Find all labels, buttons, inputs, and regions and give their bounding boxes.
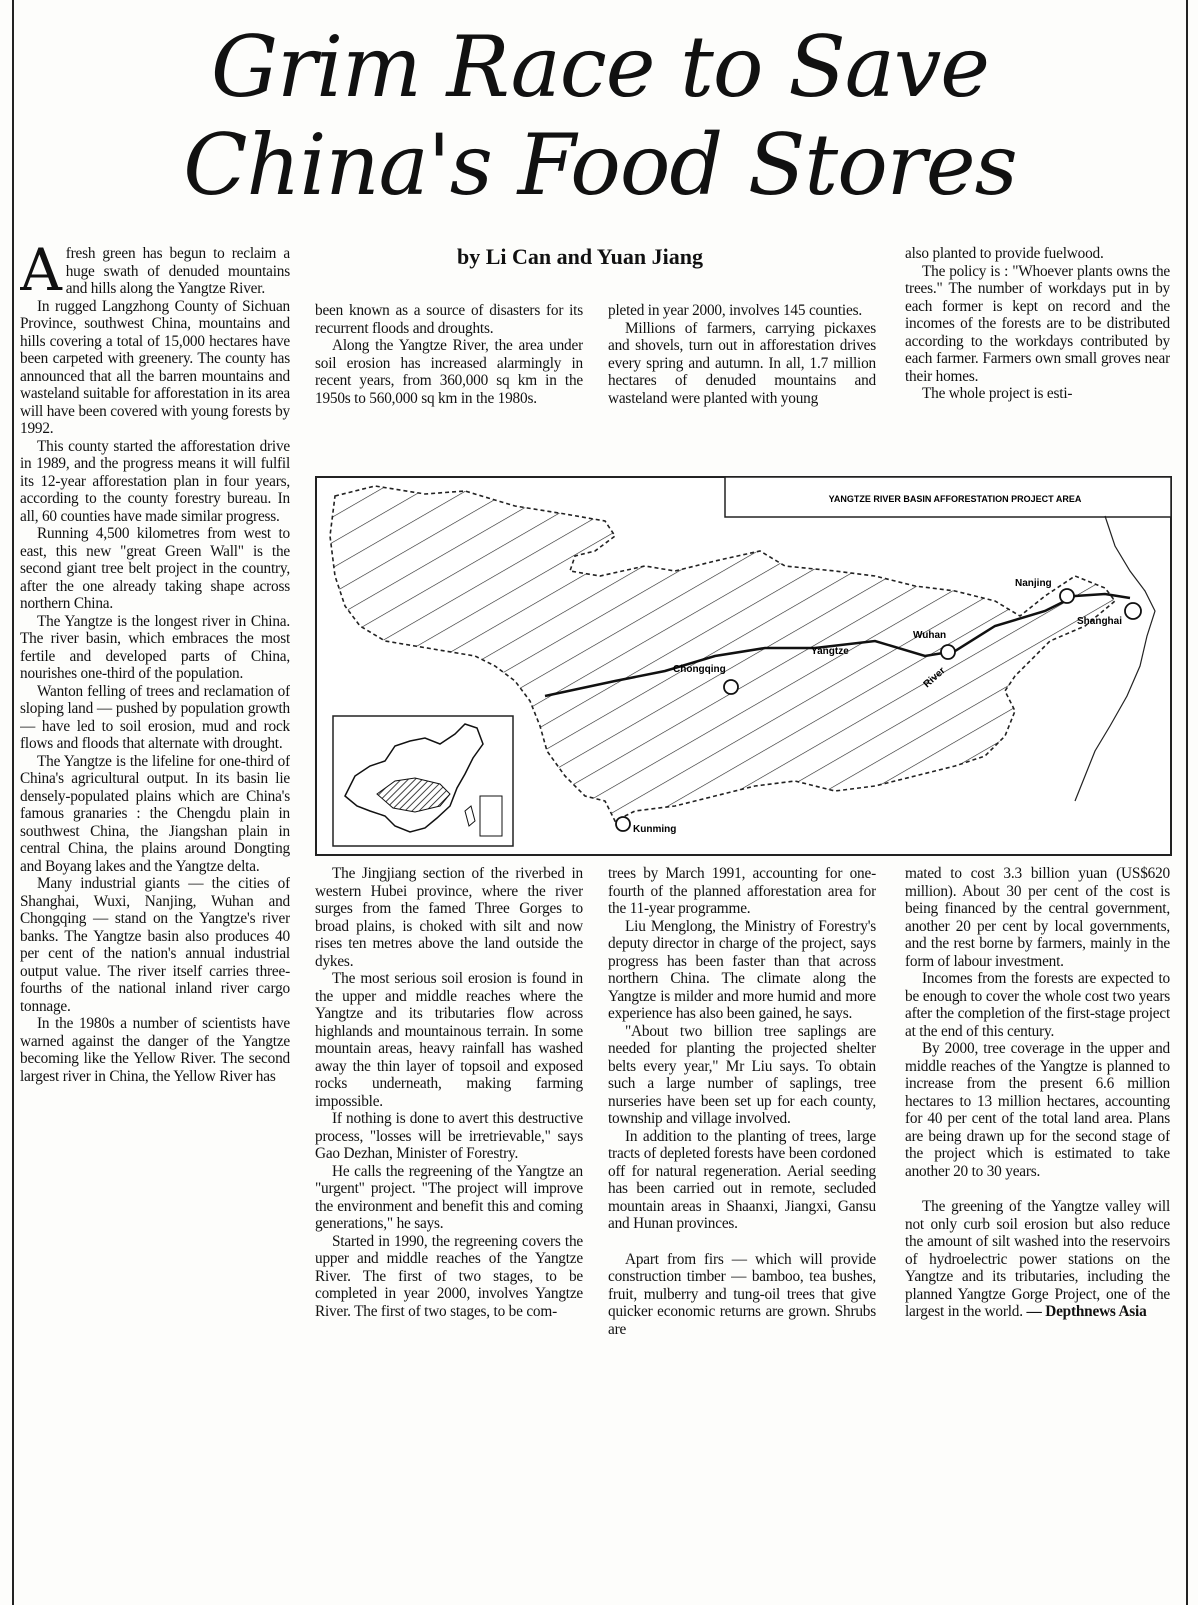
article-credit: — Depthnews Asia [1026,1303,1147,1320]
label-river: River [921,665,948,691]
paragraph: Incomes from the forests are expected to be enough to cover the whole cost two years after the completion of the first-stage project at the end of this century. [905,970,1170,1040]
paragraph: The whole project is esti- [922,385,1073,402]
kunming-marker [616,817,630,831]
paragraph: also planted to provide fuelwood. [905,245,1104,262]
paragraph: Along the Yangtze River, the area under soil erosion has increased alarmingly in recent years, from 360,000 sq km in the 1950s to 560,000 sq km in the 1980s. [315,337,583,407]
label-yangtze: Yangtze [811,646,849,657]
column-1 [20,245,290,1595]
label-nanjing: Nanjing [1015,578,1052,589]
headline-line-2: China's Food Stores [183,116,1017,214]
paragraph: The Yangtze is the longest river in China. The river basin, which embraces the most fertile and developed parts of China, nourishes one-third of the population. [20,612,290,682]
paragraph: Liu Menglong, the Ministry of Forestry's deputy director in charge of the project, says progress has been faster than that across northern China. The climate along the Yangtze is milder and more humid and more experience has also been gained, he says. [608,917,876,1022]
label-shanghai: Shanghai [1077,616,1123,627]
paragraph: The most serious soil erosion is found in the upper and middle reaches where the Yangtze and its tributaries flow across highlands and mountainous terrain. In some mountain areas, heavy rainfall has washed away the thin layer of topsoil and exposed rocks underneath, making farming impossible. [315,970,583,1110]
paragraph: Running 4,500 kilometres from west to east, this new "great Green Wall" is the second giant tree belt project in the country, after the one already taking shape across northern China. [20,525,290,612]
paragraph: Many industrial giants — the cities of Shanghai, Wuxi, Nanjing, Wuhan and Chongqing — stand on the Yangtze's river banks. The Yangtze basin also produces 40 per cent of the nation's annual industrial output value. The river itself carries three-fourths of the national inland river cargo tonnage. [20,875,290,1015]
paragraph: If nothing is done to avert this destructive process, "losses will be irretrievable," says Gao Dezhan, Minister of Forestry. [315,1110,583,1162]
paragraph: The Yangtze is the lifeline for one-third of China's agricultural output. In its basin lie densely-populated plains which are China's famous granaries : the Chengdu plain in southwest China, the Jiangshan plain in central China, the plains around Dongting and Boyang lakes and the Yangtze delta. [20,752,290,875]
label-kunming: Kunming [633,824,677,835]
column-4-top [905,245,1170,472]
paragraph: In addition to the planting of trees, large tracts of depleted forests have been cordoned off for natural regeneration. Aerial seeding has been carried out in remote, secluded mountain areas in Shaanxi, Jiangxi, Gansu and Hunan provinces. [608,1127,876,1232]
paragraph: pleted in year 2000, involves 145 counties. [608,302,862,319]
paragraph: This county started the afforestation drive in 1989, and the progress means it will fulfil its 12-year afforestation plan in four years, according to the county forestry bureau. In all, 60 counties have made similar progress. [20,437,290,525]
column-2-top [315,302,583,472]
chongqing-marker [724,680,738,694]
paragraph: Apart from firs — which will provide construction timber — bamboo, tea bushes, fruit, mulberry and tung-oil trees that give quicker economic returns are grown. Shrubs are [608,1250,876,1338]
byline: by Li Can and Yuan Jiang [457,244,703,269]
column-4-bottom [905,865,1170,1597]
paragraph: mated to cost 3.3 billion yuan (US$620 million). About 30 per cent of the cost is being financed by the central government, another 20 per cent by local governments, and the rest borne by farmers, mainly in the form of labour investment. [905,865,1170,970]
paragraph: been known as a source of disasters for its recurrent floods and droughts. [315,302,583,337]
paragraph: Wanton felling of trees and reclamation of sloping land — pushed by population growth — have led to soil erosion, mud and rock flows and floods that alternate with drought. [20,682,290,752]
paragraph: Millions of farmers, carrying pickaxes and shovels, turn out in afforestation drives every spring and autumn. In all, 1.7 million hectares of denuded mountains and wasteland were planted with young [608,319,876,407]
shanghai-marker [1125,603,1141,619]
wuhan-marker [941,645,955,659]
paragraph: Started in 1990, the regreening covers the upper and middle reaches of the Yangtze River. The first of two stages, to be completed in year 2000, involves Yangtze River. The first of two stages, to be com- [315,1232,583,1320]
paragraph: trees by March 1991, accounting for one-fourth of the planned afforestation area for the 11-year programme. [608,865,876,917]
paragraph: He calls the regreening of the Yangtze an "urgent" project. "The project will improve the environment and benefit this and coming generations," he says. [315,1162,583,1232]
paragraph: Afresh green has begun to reclaim a huge swath of denuded mountains and hills along the Yangtze River. [20,245,290,304]
paragraph: In rugged Langzhong County of Sichuan Province, southwest China, mountains and hills covering a total of 15,000 hectares have been carpeted with greenery. The county has announced that all the barren mountains and wasteland suitable for afforestation in its area will have been covered with young forests by 1992. [20,297,290,437]
label-wuhan: Wuhan [913,630,947,641]
column-3-top [608,302,876,472]
column-3-bottom [608,865,876,1597]
paragraph: In the 1980s a number of scientists have warned against the danger of the Yangtze becoming like the Yellow River. The second largest river in China, the Yellow River has [20,1015,290,1085]
column-2-bottom [315,865,583,1597]
paragraph: The policy is : "Whoever plants owns the trees." The number of workdays put in by each former is kept on record and the incomes of the forests are to be distributed according to the workdays contributed by each farmer. Farmers own small groves near their homes. [905,262,1170,385]
nanjing-marker [1060,589,1074,603]
headline-line-1: Grim Race to Save [210,18,989,116]
afforestation-map [315,476,1172,856]
drop-cap: A [20,245,62,304]
inset-islands-box [480,796,502,836]
map-title: YANGTZE RIVER BASIN AFFORESTATION PROJECT AREA [828,494,1082,504]
label-chongqing: Chongqing [673,664,726,675]
paragraph: The greening of the Yangtze valley will not only curb soil erosion but also reduce the amount of silt washed into the reservoirs of hydroelectric power stations on the Yangtze and its tributaries, including the planned Yangtze Gorge Project, one of the largest in the world. — Depthnews Asia [905,1198,1170,1320]
paragraph: The Jingjiang section of the riverbed in western Hubei province, where the river surges from the famed Three Gorges to broad plains, is choked with silt and now rises ten metres above the land outside the dykes. [315,865,583,970]
paragraph: By 2000, tree coverage in the upper and middle reaches of the Yangtze is planned to increase from the present 6.6 million hectares to 13 million hectares, accounting for 40 per cent of the total land area. Plans are being drawn up for the second stage of the project which is estimated to take another 20 to 30 years. [905,1040,1170,1180]
paragraph: "About two billion tree saplings are needed for planting the projected shelter belts every year," Mr Liu says. To obtain such a large number of saplings, tree nurseries have been set up for each county, township and village involved. [608,1022,876,1127]
